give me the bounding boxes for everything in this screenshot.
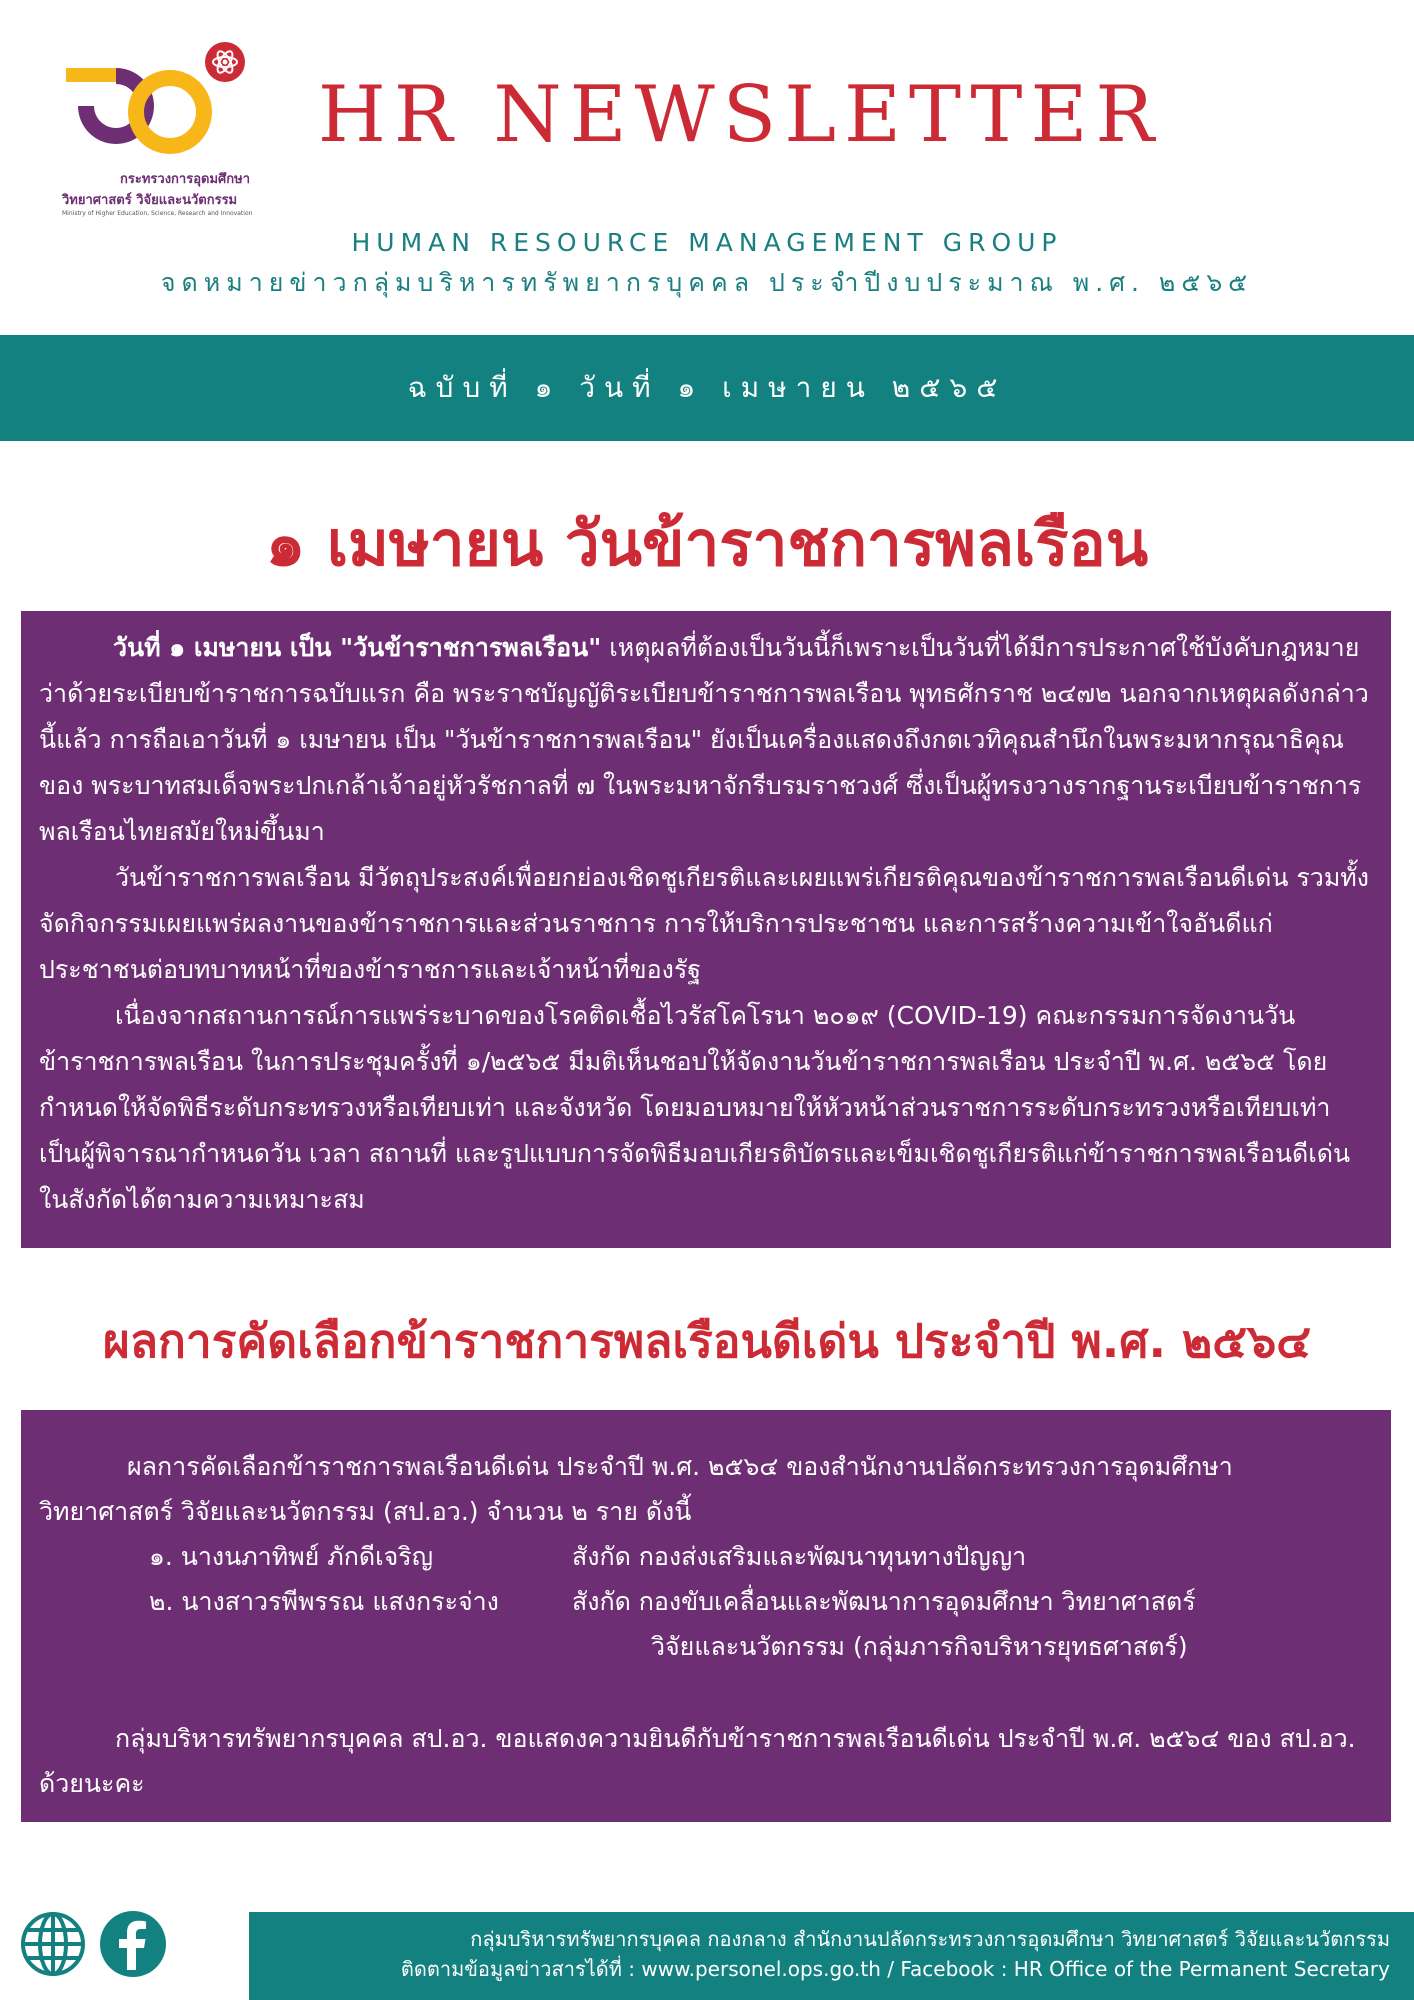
section1-p1-bold: วันที่ ๑ เมษายน เป็น "วันข้าราชการพลเรือน": [113, 633, 602, 662]
section1-p1-rest: เหตุผลที่ต้องเป็นวันนี้ก็เพราะเป็นวันที่ได้มีการประกาศใช้บังคับกฎหมายว่าด้วยระเบียบข้าราชการฉบับแรก คือ พระราชบัญญัติระเบียบข้าราชการพลเรือน พุทธศักราช ๒๔๗๒ นอกจากเหตุผลดังกล่าวนี้แล้ว การถือเอาวันที่ ๑ เมษายน เป็น "วันข้าราชการพลเรือน" ยังเป็นเครื่องแสดงถึงกตเวทิคุณสำนึกในพระมหากรุณาธิคุณของ พระบาทสมเด็จพระปกเกล้าเจ้าอยู่หัวรัชกาลที่ ๗ ในพระมหาจักรีบรมราชวงศ์ ซึ่งเป็นผู้ทรงวางรากฐานระเบียบข้าราชการพลเรือนไทยสมัยใหม่ขึ้นมา: [39, 633, 1369, 846]
section2-closing: กลุ่มบริหารทรัพยากรบุคคล สป.อว. ขอแสดงความยินดีกับข้าราชการพลเรือนดีเด่น ประจำปี พ.ศ. ๒๕๖๔ ของ สป.อว. ด้วยนะคะ: [39, 1724, 1356, 1798]
section1-content-box: [21, 611, 1391, 1248]
awardee-org: สังกัด กองส่งเสริมและพัฒนาทุนทางปัญญา: [572, 1542, 1027, 1571]
subtitle-english: HUMAN RESOURCE MANAGEMENT GROUP: [351, 228, 1063, 257]
section1-paragraph-3: เนื่องจากสถานการณ์การแพร่ระบาดของโรคติดเชื้อไวรัสโคโรนา ๒๐๑๙ (COVID-19) คณะกรรมการจัดงานวันข้าราชการพลเรือน ในการประชุมครั้งที่ ๑/๒๕๖๕ มีมติเห็นชอบให้จัดงานวันข้าราชการพลเรือน ประจำปี พ.ศ. ๒๕๖๕ โดยกำหนดให้จัดพิธีระดับกระทรวงหรือเทียบเท่า และจังหวัด โดยมอบหมายให้หัวหน้าส่วนราชการระดับกระทรวงหรือเทียบเท่าเป็นผู้พิจารณากำหนดวัน เวลา สถานที่ และรูปแบบการจัดพิธีมอบเกียรติบัตรและเข็มเชิดชูเกียรติแก่ข้าราชการพลเรือนดีเด่นในสังกัดได้ตามความเหมาะสม: [39, 1001, 1351, 1214]
subtitle-thai: จดหมายข่าวกลุ่มบริหารทรัพยากรบุคคล ประจำปีงบประมาณ พ.ศ. ๒๕๖๕: [160, 268, 1254, 297]
logo-text-line2: วิทยาศาสตร์ วิจัยและนวัตกรรม: [62, 193, 238, 208]
awardee-row: [39, 1579, 1373, 1624]
issue-text: ฉบับที่ ๑ วันที่ ๑ เมษายน ๒๕๖๕: [407, 371, 1007, 404]
awardee-row: [39, 1534, 1373, 1579]
section1-paragraph-1: [39, 625, 1371, 855]
section1-paragraph-2: วันข้าราชการพลเรือน มีวัตถุประสงค์เพื่อยกย่องเชิดชูเกียรติและเผยแพร่เกียรติคุณของข้าราชการพลเรือนดีเด่น รวมทั้งจัดกิจกรรมเผยแพร่ผลงานของข้าราชการและส่วนราชการ การให้บริการประชาชน และการสร้างความเข้าใจอันดีแก่ประชาชนต่อบทบาทหน้าที่ของข้าราชการและเจ้าหน้าที่ของรัฐ: [39, 863, 1369, 984]
facebook-icon[interactable]: [99, 1910, 167, 1978]
footer-bar: [249, 1912, 1414, 2000]
section2-intro: ผลการคัดเลือกข้าราชการพลเรือนดีเด่น ประจำปี พ.ศ. ๒๕๖๔ ของสำนักงานปลัดกระทรวงการอุดมศึกษา วิทยาศาสตร์ วิจัยและนวัตกรรม (สป.อว.) จำนวน ๒ ราย ดังนี้: [39, 1452, 1233, 1526]
globe-icon[interactable]: [19, 1910, 87, 1978]
footer-line1: กลุ่มบริหารทรัพยากรบุคคล กองกลาง สำนักงานปลัดกระทรวงการอุดมศึกษา วิทยาศาสตร์ วิจัยและนวัตกรรม: [470, 1927, 1390, 1951]
section2-content-box: [21, 1410, 1391, 1822]
awardee-org: สังกัด กองขับเคลื่อนและพัฒนาการอุดมศึกษา วิทยาศาสตร์: [572, 1587, 1196, 1616]
logo-text-line3: Ministry of Higher Education, Science, Research and Innovation: [62, 210, 253, 217]
ministry-logo: [58, 40, 258, 217]
section1-heading: ๑ เมษายน วันข้าราชการพลเรือน: [265, 507, 1149, 580]
awardee-org-continued: วิจัยและนวัตกรรม (กลุ่มภารกิจบริหารยุทธศาสตร์): [651, 1632, 1188, 1661]
section2-heading: ผลการคัดเลือกข้าราชการพลเรือนดีเด่น ประจำปี พ.ศ. ๒๕๖๔: [102, 1314, 1312, 1368]
issue-banner: [0, 335, 1414, 441]
footer-line2: ติดตามข้อมูลข่าวสารได้ที่ : www.personel.ops.go.th / Facebook : HR Office of the Permanent Secretary: [400, 1957, 1390, 1981]
awardee-name: ๑. นางนภาทิพย์ ภักดีเจริญ: [149, 1542, 434, 1571]
awardee-name: ๒. นางสาวรพีพรรณ แสงกระจ่าง: [149, 1587, 499, 1616]
logo-text-line1: กระทรวงการอุดมศึกษา: [120, 172, 250, 187]
ministry-logo-mark: [58, 40, 258, 170]
newsletter-title: HR NEWSLETTER: [317, 70, 1163, 160]
